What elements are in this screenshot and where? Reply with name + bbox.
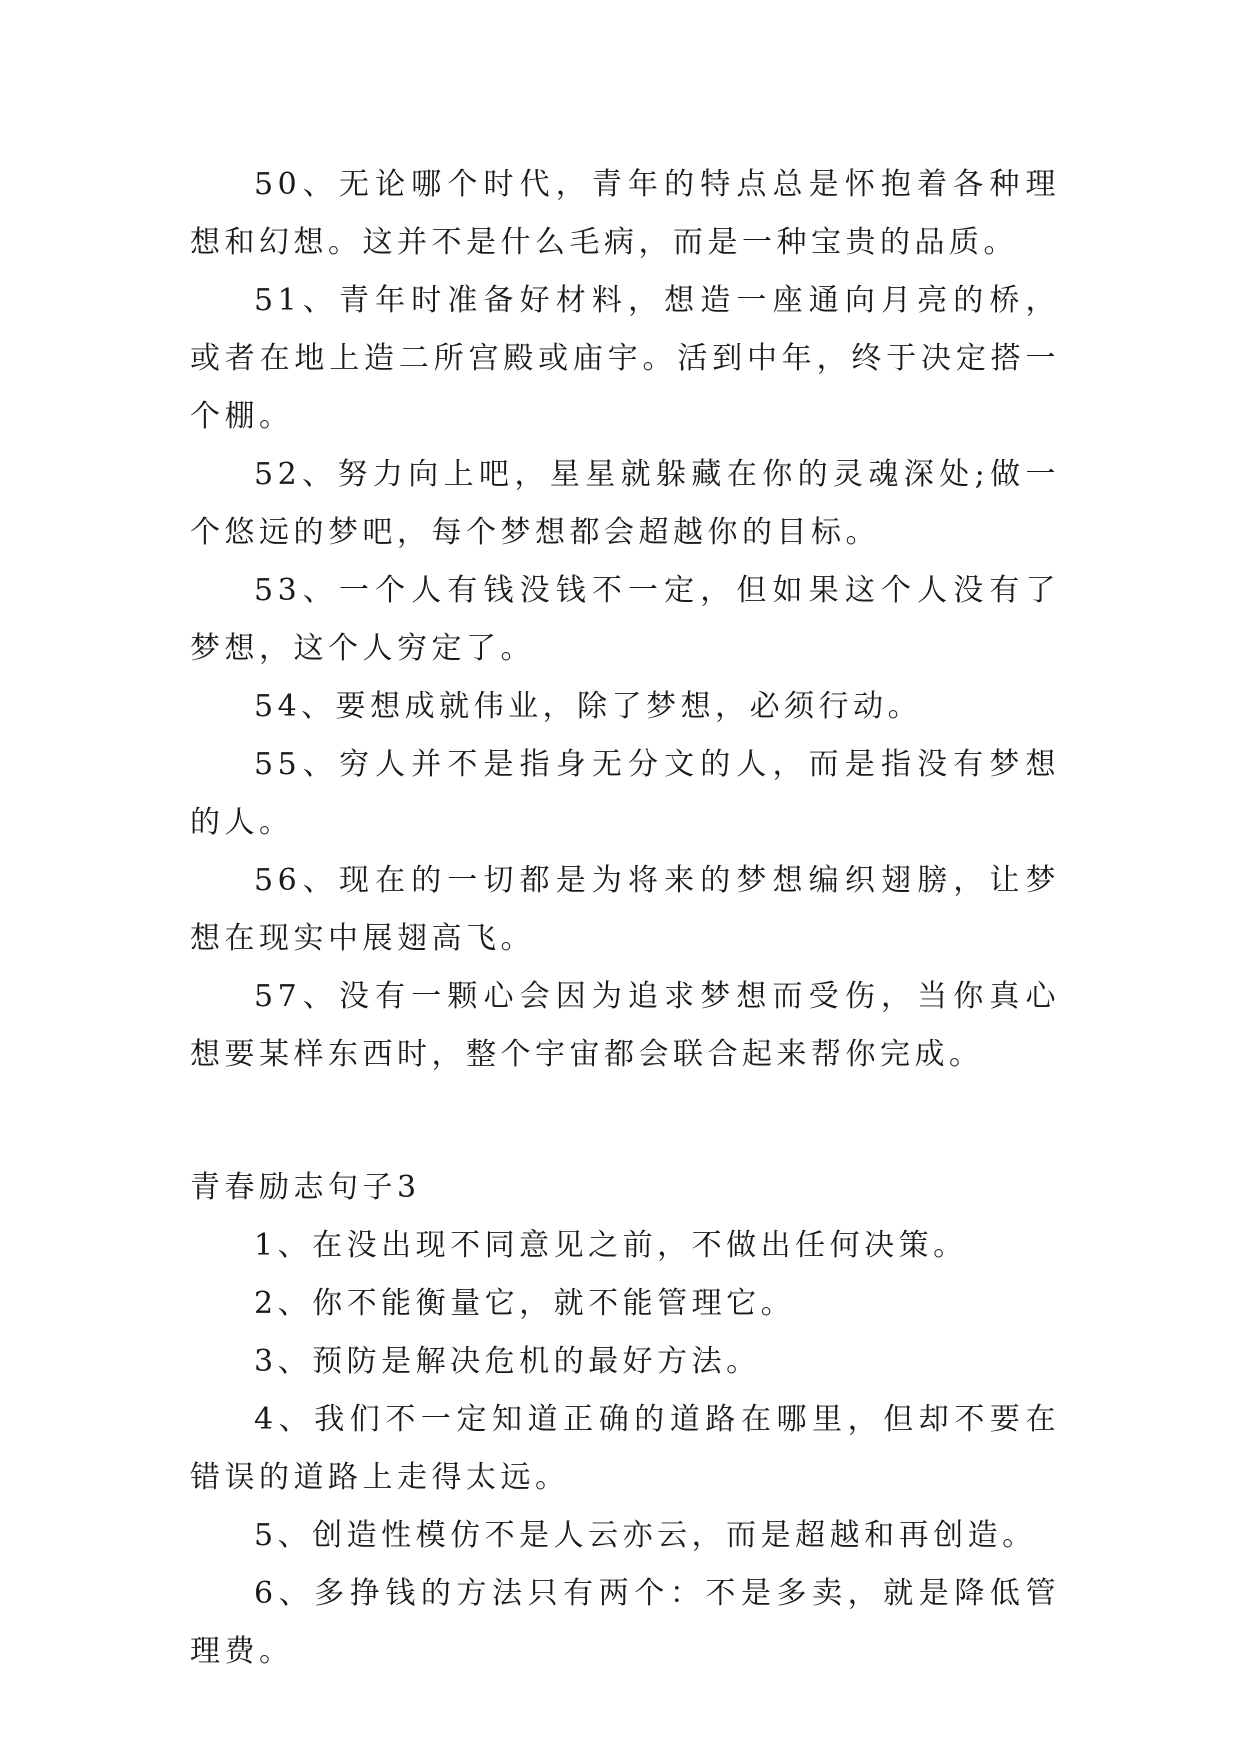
- quote-paragraph-53: 53、一个人有钱没钱不一定，但如果这个人没有了梦想，这个人穷定了。: [190, 573, 1060, 666]
- document-body: [190, 156, 1060, 1681]
- quote-paragraph-52: 52、努力向上吧，星星就躲藏在你的灵魂深处;做一个悠远的梦吧，每个梦想都会超越你的目标。: [190, 457, 1060, 550]
- quote-paragraph-3: 3、预防是解决危机的最好方法。: [254, 1344, 761, 1379]
- quote-paragraph-51: 51、青年时准备好材料，想造一座通向月亮的桥，或者在地上造二所宫殿或庙宇。活到中年，终于决定搭一个棚。: [190, 283, 1060, 434]
- quote-paragraph-50: 50、无论哪个时代，青年的特点总是怀抱着各种理想和幻想。这并不是什么毛病，而是一种宝贵的品质。: [190, 167, 1060, 260]
- section-title: 青春励志句子3: [190, 1170, 421, 1205]
- quote-paragraph-54: 54、要想成就伟业，除了梦想，必须行动。: [254, 689, 923, 724]
- quote-paragraph-56: 56、现在的一切都是为将来的梦想编织翅膀，让梦想在现实中展翅高飞。: [190, 863, 1060, 956]
- quote-paragraph-5: 5、创造性模仿不是人云亦云，而是超越和再创造。: [254, 1518, 1037, 1553]
- quote-paragraph-6: 6、多挣钱的方法只有两个：不是多卖，就是降低管理费。: [190, 1576, 1060, 1669]
- quote-paragraph-2: 2、你不能衡量它，就不能管理它。: [254, 1286, 796, 1321]
- quote-paragraph-57: 57、没有一颗心会因为追求梦想而受伤，当你真心想要某样东西时，整个宇宙都会联合起来帮你完成。: [190, 979, 1060, 1072]
- quote-paragraph-4: 4、我们不一定知道正确的道路在哪里，但却不要在错误的道路上走得太远。: [190, 1402, 1060, 1495]
- quote-paragraph-1: 1、在没出现不同意见之前，不做出任何决策。: [254, 1228, 968, 1263]
- quote-paragraph-55: 55、穷人并不是指身无分文的人，而是指没有梦想的人。: [190, 747, 1060, 840]
